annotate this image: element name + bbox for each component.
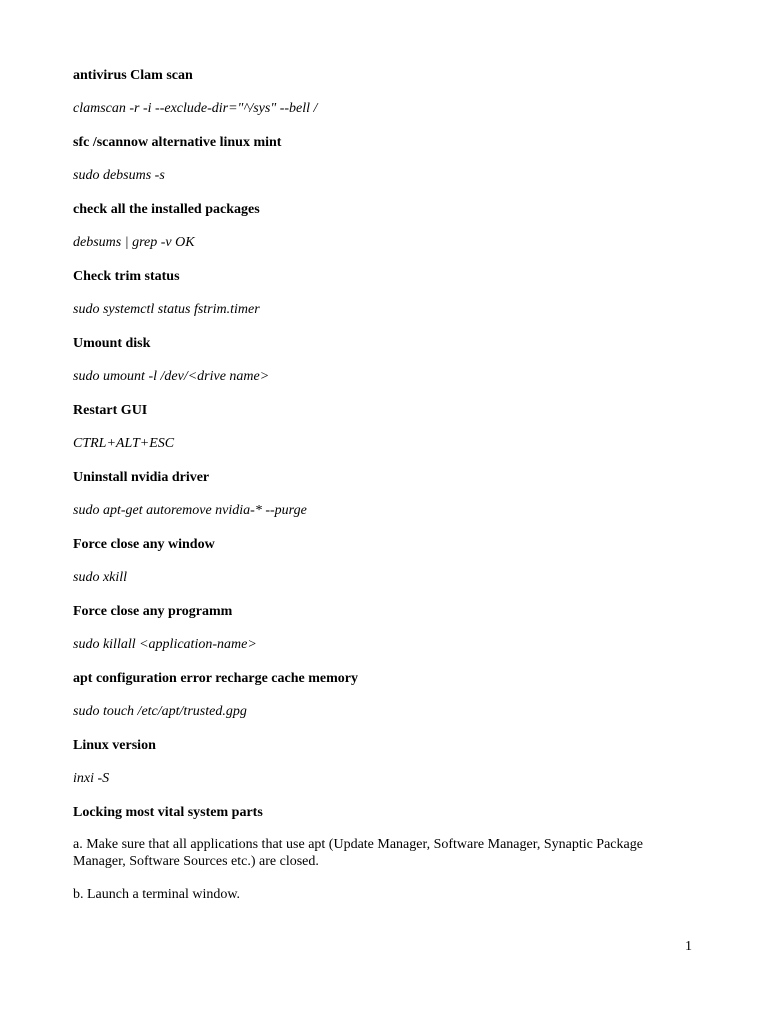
section-heading: antivirus Clam scan (73, 68, 193, 83)
command-line: sudo xkill (73, 570, 128, 585)
command-line: sudo touch /etc/apt/trusted.gpg (73, 704, 247, 719)
command-line: sudo apt-get autoremove nvidia-* --purge (73, 503, 307, 518)
section-heading: apt configuration error recharge cache memory (73, 671, 358, 686)
command-line: debsums | grep -v OK (73, 235, 195, 250)
command-line: sudo systemctl status fstrim.timer (73, 302, 260, 317)
command-line: sudo debsums -s (73, 168, 165, 183)
command-line: inxi -S (73, 771, 110, 786)
step-paragraph: b. Launch a terminal window. (73, 887, 241, 902)
command-line: sudo umount -l /dev/<drive name> (73, 369, 270, 384)
section-heading: Locking most vital system parts (73, 805, 263, 820)
section-heading: Force close any window (73, 537, 215, 552)
page-content (73, 66, 693, 919)
section-heading: check all the installed packages (73, 202, 260, 217)
command-line: sudo killall <application-name> (73, 637, 257, 652)
section-heading: Umount disk (73, 336, 151, 351)
section-heading: Linux version (73, 738, 156, 753)
page-number: 1 (685, 939, 692, 954)
section-heading: Check trim status (73, 269, 180, 284)
section-heading: Uninstall nvidia driver (73, 470, 210, 485)
section-heading: sfc /scannow alternative linux mint (73, 135, 282, 150)
step-paragraph: a. Make sure that all applications that use apt (Update Manager, Software Manager, Synaptic Package Manager, Software Sources etc.) are closed. (73, 837, 643, 869)
section-heading: Restart GUI (73, 403, 148, 418)
command-line: CTRL+ALT+ESC (73, 436, 175, 451)
section-heading: Force close any programm (73, 604, 233, 619)
command-line: clamscan -r -i --exclude-dir="^/sys" --bell / (73, 101, 318, 116)
